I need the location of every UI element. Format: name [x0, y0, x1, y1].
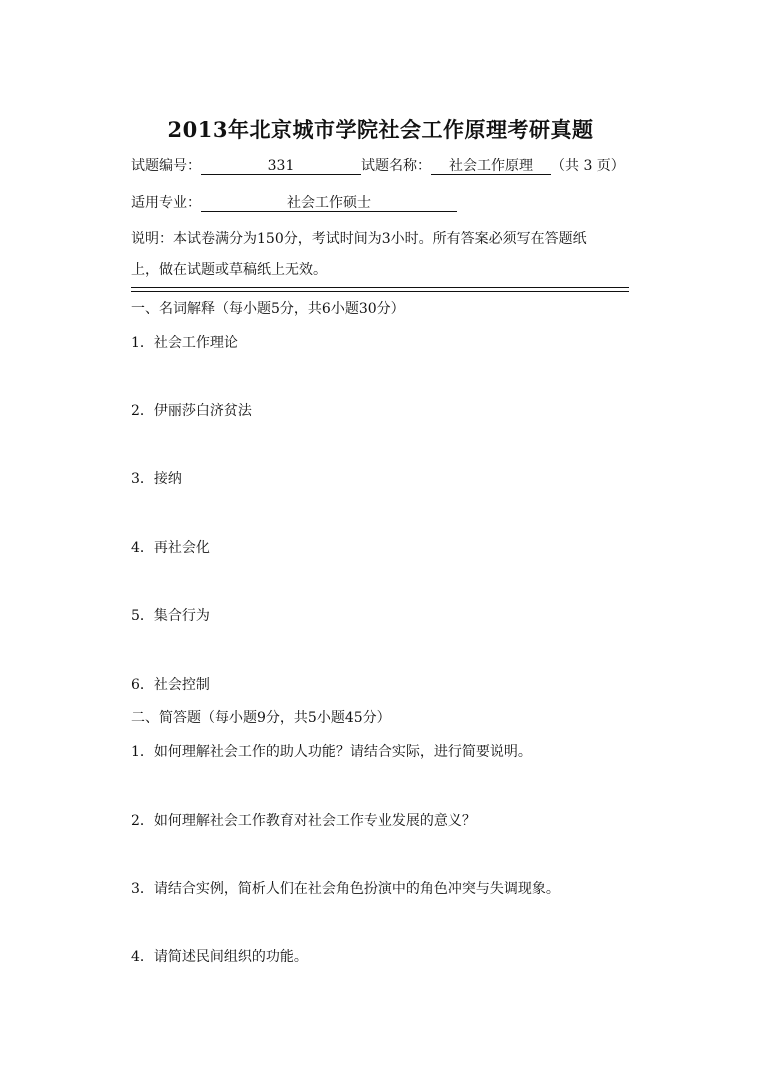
section-1-question: 5．集合行为	[131, 608, 210, 624]
section-1-question: 4．再社会化	[131, 540, 210, 556]
exam-code-line	[131, 157, 625, 175]
section-2-question: 2．如何理解社会工作教育对社会工作专业发展的意义？	[131, 813, 476, 829]
exam-name-value: 社会工作原理	[431, 158, 551, 175]
section-2-question: 3．请结合实例，简析人们在社会角色扮演中的角色冲突与失调现象。	[131, 881, 560, 897]
section-1-heading: 一、名词解释（每小题5分，共6小题30分）	[131, 301, 405, 317]
page-count: （共 3 页）	[551, 158, 625, 174]
instructions-line-1: 说明：本试卷满分为150分，考试时间为3小时。所有答案必须写在答题纸	[131, 231, 587, 247]
exam-code-value: 331	[201, 158, 361, 175]
section-1-question: 6．社会控制	[131, 677, 210, 693]
exam-code-label: 试题编号：	[131, 158, 201, 174]
section-1-question: 3．接纳	[131, 471, 182, 487]
section-1-question: 1．社会工作理论	[131, 335, 238, 351]
section-2-question: 4．请简述民间组织的功能。	[131, 949, 308, 965]
header-divider-bottom	[131, 291, 629, 292]
header-divider-top	[131, 287, 629, 288]
section-1-question: 2．伊丽莎白济贫法	[131, 403, 252, 419]
section-2-question: 1．如何理解社会工作的助人功能？请结合实际，进行简要说明。	[131, 744, 532, 760]
major-label: 适用专业：	[131, 195, 201, 211]
exam-name-label: 试题名称：	[361, 158, 431, 174]
major-line	[131, 194, 457, 212]
major-value: 社会工作硕士	[201, 195, 457, 212]
instructions-line-2: 上，做在试题或草稿纸上无效。	[131, 262, 327, 278]
section-2-heading: 二、简答题（每小题9分，共5小题45分）	[131, 710, 391, 726]
page-title: 2013年北京城市学院社会工作原理考研真题	[167, 117, 594, 142]
